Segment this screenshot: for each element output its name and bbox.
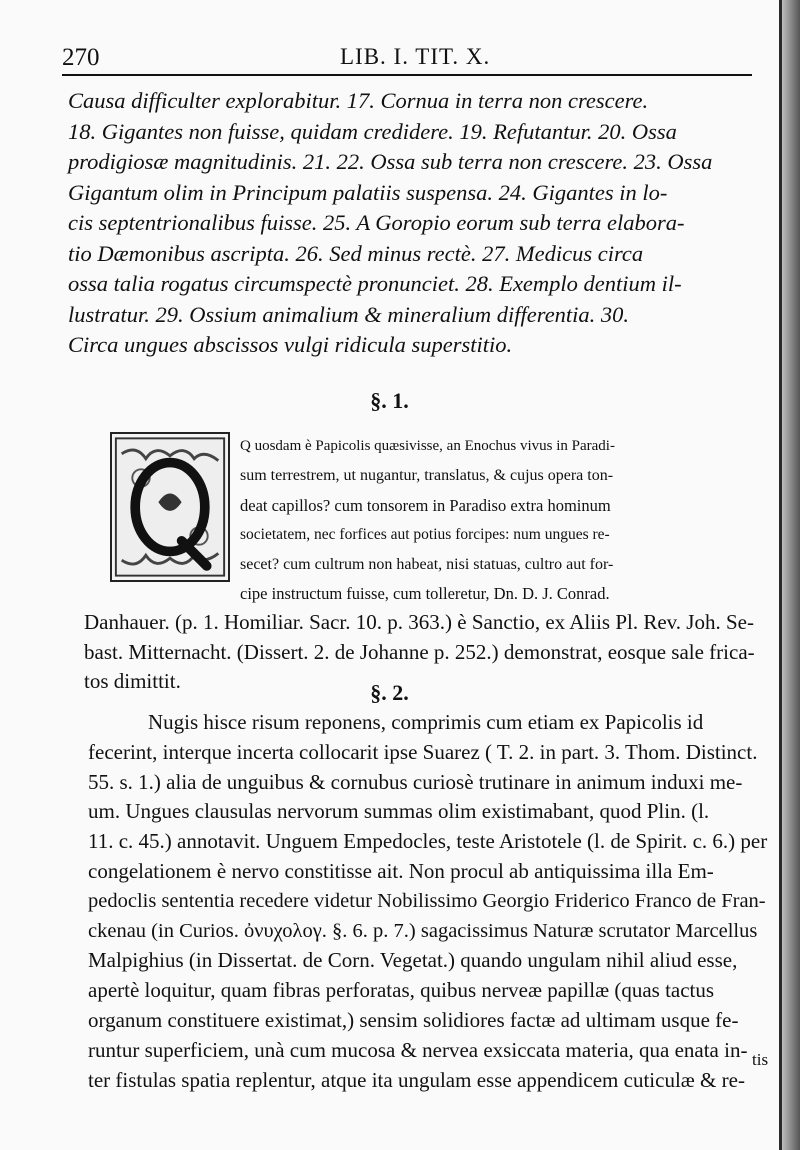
summary-line: lustratur. 29. Ossium animalium & mineralium differentia. 30. [68, 301, 630, 327]
summary-line: ossa talia rogatus circumspectè pronunciet. 28. Exemplo dentium il- [68, 271, 682, 296]
summary-line: cis septentrionalibus fuisse. 25. A Goropio eorum sub terra elabora- [68, 210, 685, 235]
text-line: apertè loquitur, quam fibras perforatas, quibus nerveæ papillæ (quas tactus [88, 978, 715, 1003]
summary-line: prodigiosæ magnitudinis. 21. 22. Ossa sub terra non crescere. 23. Ossa [68, 149, 713, 174]
text-line: deat capillos? cum tonsorem in Paradiso extra hominum [240, 495, 611, 515]
text-line: Malpighius (in Dissertat. de Corn. Vegetat.) quando ungulam nihil aliud esse, [88, 948, 738, 973]
section-heading-1: §. 1. [370, 388, 409, 413]
text-line: Nugis hisce risum reponens, comprimis cum etiam ex Papicolis id [148, 710, 704, 734]
summary-line: Circa ungues abscissos vulgi ridicula superstitio. [68, 332, 513, 357]
text-line: congelationem è nervo constitisse ait. Non procul ab antiquissima illa Em- [88, 858, 714, 883]
text-line: societatem, nec forfices aut potius forcipes: num ungues re- [240, 526, 610, 544]
page-header [62, 40, 752, 76]
summary-line: tio Dæmonibus ascripta. 26. Sed minus rectè. 27. Medicus circa [68, 240, 644, 266]
text-line: tos dimittit. [84, 669, 181, 694]
line-continuation-fragment: tis [752, 1050, 769, 1069]
summary-line: 18. Gigantes non fuisse, quidam credidere. 19. Refutantur. 20. Ossa [68, 118, 677, 144]
text-line: Q uosdam è Papicolis quæsivisse, an Enochus vivus in Paradi- [240, 438, 615, 454]
text-line: ckenau (in Curios. ὀνυχολογ. §. 6. p. 7.) sagacissimus Naturæ scrutator Marcellus [88, 919, 758, 942]
summary-line: Causa difficulter explorabitur. 17. Cornua in terra non crescere. [68, 88, 649, 113]
paragraph-1 [84, 432, 774, 697]
text-line: um. Ungues clausulas nervorum summas olim existimabant, quod Plin. (l. [88, 799, 710, 824]
text-line: bast. Mitternacht. (Dissert. 2. de Johanne p. 252.) demonstrat, eosque sale frica- [84, 639, 755, 664]
summary-line: Gigantum olim in Principum palatiis suspensa. 24. Gigantes in lo- [68, 179, 668, 205]
text-line: Danhauer. (p. 1. Homiliar. Sacr. 10. p. 363.) è Sanctio, ex Aliis Pl. Rev. Joh. Se- [84, 610, 754, 635]
text-line: 11. c. 45.) annotavit. Unguem Empedocles, teste Aristotele (l. de Spirit. c. 6.) per [88, 829, 768, 854]
text-line: sum terrestrem, ut nugantur, translatus, & cujus opera ton- [240, 467, 614, 485]
text-line: secet? cum cultrum non habeat, nisi statuas, cultro aut for- [240, 555, 614, 573]
text-line: 55. s. 1.) alia de unguibus & cornubus curiosè trutinare in animum induxi me- [88, 769, 743, 794]
page-number: 270 [62, 44, 100, 71]
text-line: cipe instructum fuisse, cum tolleretur, Dn. D. J. Conrad. [240, 584, 610, 604]
running-head: LIB. I. TIT. X. [340, 44, 491, 69]
section-heading-2: §. 2. [370, 680, 409, 705]
text-line: pedoclis sententia recedere videtur Nobilissimo Georgio Friderico Franco de Fran- [88, 889, 766, 912]
text-line: runtur superficiem, unà cum mucosa & nervea exsiccata materia, qua enata in- [88, 1037, 748, 1062]
text-line: organum constituere existimat,) sensim solidiores factæ ad ultimam usque fe- [88, 1007, 739, 1032]
page-edge-shadow [782, 0, 800, 1150]
text-line: fecerint, interque incerta collocarit ipse Suarez ( T. 2. in part. 3. Thom. Distinct. [88, 739, 758, 764]
chapter-summary [68, 86, 758, 361]
paragraph-2 [88, 708, 768, 1095]
text-line: ter fistulas spatia replentur, atque ita ungulam esse appendicem cuticulæ & re- [88, 1067, 745, 1092]
